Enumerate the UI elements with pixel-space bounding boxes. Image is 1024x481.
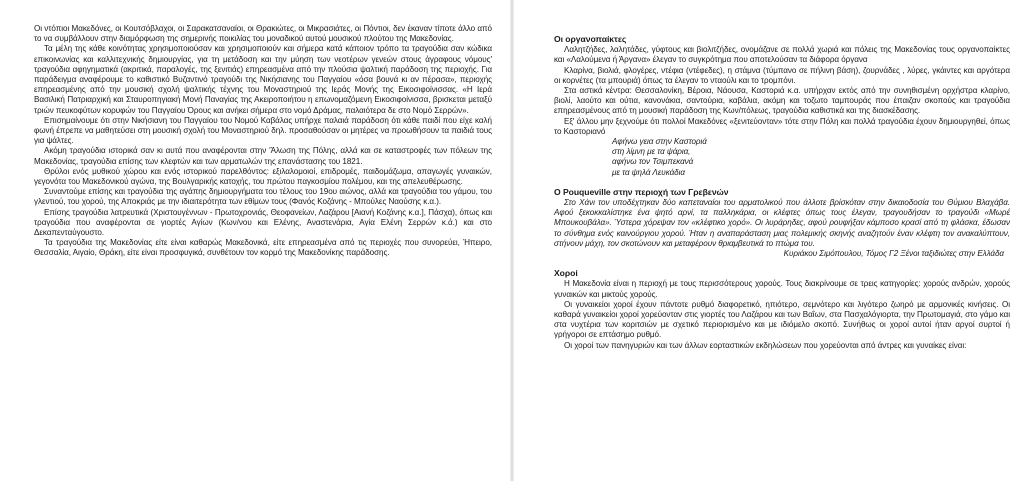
heading-musicians: Οι οργανοπαίκτες <box>554 34 627 44</box>
verse-line: με τα ψηλά Λευκάδια <box>612 167 685 177</box>
paragraph-religious-songs: Επίσης τραγούδια λατρευτικά (Χριστουγέννων - Πρωτοχρονιάς, Θεοφανείων, Λαζάρου [Αιανή Κοζάνης κ.α.], Πάσχα), όπως και τραγούδια που αναφέρονται σε γιορτές Αγίων (Κων/νου και Ελένης, Αναστενάρια, Αγία Ελένη Σερρών κ.ά.) και στο Δεκαπενταύγουστο. <box>34 207 492 238</box>
paragraph-festival-dances: Οι χοροί των πανηγυριών και των άλλων εορταστικών εκδηλώσεων που χορεύονται από άντρες και γυναίκες είναι: <box>564 340 967 350</box>
paragraph-urban-centers: Στα αστικά κέντρα: Θεσσαλονίκη, Βέροια, Νάουσα, Καστοριά κ.α. υπήρχαν εκτός από την συνηθισμένη ορχήστρα κλαρίνο, βιολί, λαούτο και ούτια, κανονάκια, σαντούρια, καβάλια, ακόμη και τοζωτο ταμπουράς που έπαιζαν σκοπούς και τραγούδια επηρεασμένους από τη μουσική παράδοση της Κων/πόλεως, τραγούδια καθιστικά και της διασκέδασης. <box>554 86 1010 116</box>
verse-line: στη λίμνη με τα ψάρια, <box>612 147 691 157</box>
paragraph-instruments: Κλαρίνα, βιολιά, φλογέρες, ντέφια (ντέφεδες), η στάμνα (τύμπανο σε πήλινη βάση), ζουρνάδες , λύρες, γκάιντες και αργότερα οι κορνέτες (τα μπουριά) όπως τα έλεγαν το νταούλι και το τρομπόνι. <box>554 65 1010 85</box>
paragraph-love-songs: Συναντούμε επίσης και τραγούδια της αγάπης δημιουργήματα του τέλους του 19ου αιώνος, αλλά και τραγούδια του γάμου, του γλεντιού, του χορού, της Αποκριάς με την ιδιαιτερότητα των εθίμων τους (Φανός Κοζάνης - Μπούλες Ναούσης κ.α.). <box>34 187 492 207</box>
heading-pouqueville: Ο Pouqueville στην περιοχή των Γρεβενών <box>554 186 729 197</box>
paragraph-origins: Οι ντόπιοι Μακεδόνες, οι Κουτσόβλαχοι, οι Σαρακατσαναίοι, οι Θρακιώτες, οι Μικρασιάτες, οι Πόντιοι, δεν έκαναν τίποτε άλλο από το να συμβάλλουν στην διαμόρφωση της σημερινής ποικιλίας του μοναδικού αυτού μουσικού πλούτου της Μακεδονίας. <box>34 24 492 44</box>
song-verse <box>554 137 1010 178</box>
verse-line: Αφήνω γεια στην Καστοριά <box>612 137 707 147</box>
paragraph-womens-dances: Οι γυναικείοι χοροί έχουν πάντοτε ρυθμό διαφορετικό, ηπιότερο, σεμνότερο και λιγότερο ζωηρό με αρμονικές κινήσεις. Οι καθαρά γυναικείοι χοροί χορεύονταν στις γιορτές του Λαζάρου και των Βαΐων, στα Πασχαλόγιορτα, την Πρωτομαγιά, στο γάμο και στα νυχτέρια των κοριτσιών με σχετικό περιορισμένο και με ιδιόμελο σκοπό. Συνήθως οι χοροί αυτοί ήταν αργοί συρτοί ή γρήγοροι σε επτάσημο ρυθμό. <box>554 299 1010 340</box>
verse-line: αφήνω τον Τσιμπεκανά <box>612 157 694 167</box>
paragraph-nikisiani: Επισημαίνουμε ότι στην Νικήσιανη του Παγγαίου του Νομού Καβάλας υπήρχε παλαιά παράδοση ότι κάθε παιδί που είχε καλή φωνή έπρεπε να μαθητεύσει στη μουσική σχολή του Μοναστηριού δηλ. προσαθούσαν οι μητέρες να προωθήσουν τα παιδιά τους για ψάλτες. <box>34 115 492 146</box>
paragraph-historical-songs: Ακόμη τραγούδια ιστορικά σαν κι αυτά που αναφέρονται στην 'Άλωση της Πόλης, αλλά και σε καταστροφές των πόλεων της Μακεδονίας, τραγούδια επίσης των κλεφτών και των αρματωλών της επανάστασης του 1821. <box>34 146 492 166</box>
paragraph-legends: Θρύλοι ενός μυθικού χώρου και ενός ιστορικού παρελθόντος: εξιλαλομοιοί, επιδρομές, παιδομάζωμα, απαγωγές γυναικών, γεγονότα του Μακεδονικού αγώνα, της Βουλγαρικής κατοχής, του πρώτου παγκοσμίου πολέμου, και της απελευθέρωσης. <box>34 166 492 187</box>
paragraph-dance-categories: Η Μακεδονία είναι η περιοχή με τους περισσότερους χορούς. Τους διακρίνουμε σε τρεις κατηγορίες: χορούς ανδρών, χορούς γυναικών και μικτούς χορούς. <box>554 279 1010 299</box>
heading-dances: Χοροί <box>554 268 578 279</box>
paragraph-musicians-names: Λαλητζήδες, λαλητάδες, γύφτους και βιολιτζήδες, ονομάζανε σε πολλά χωριά και πόλεις της Μακεδονίας τους οργανοπαίκτες και «Λαλούμενα ή Άργανα» έλεγαν το συγκρότημα που αποτελούσαν τα διάφορα όργανα <box>554 45 1010 65</box>
paragraph-pouqueville-story: Στο Χάνι τον υποδέχτηκαν δύο καπεταναίοι του αρματολικού που άλλοτε βρίσκόταν στην δικαιοδοσία του Θύμιου Βλαχάβα. Αφού ξεκοκκαλίστηκε ένα ψητό αρνί, τα παλληκάρια, οι κλέφτες όπως τους έλεγαν, τραγουδήσαν το τραγούδι «Μωρέ Μπουκουβάλα». Ύστερα χόρεψαν τον «κλέφτικο χορό». Οι λυράρηδες, αφού ρουφήξαν κάμποσο κρασί από τη φλάσκα, έδωσαν το σύνθημα ενός καινούργιου χορού. Ήταν η αναπαράσταση μιας πολεμικής σκηνής αναζητούν έναν κλέφτη τον ανακαλύπτουν, στήνουν μάχη, τον σκοτώνουν και μεταφέρουν θριαμβευτικά το πτώμα του. <box>554 198 1010 248</box>
paragraph-emigrants: Εξ' άλλου μην ξεχνούμε ότι πολλοί Μακεδόνες «ξενιτεύονταν» τότε στην Πόλη και πολλά τραγούδια έχουν δημιουργηθεί, όπως το Καστοριανό <box>554 116 1010 136</box>
paragraph-communities: Τα μέλη της κάθε κοινότητας χρησιμοποιούσαν και χρησιμοποιούν και σήμερα κατά κάποιον τρόπο τα τραγούδια σαν κώδικα επικοινωνίας και καλλιτεχνικής δημιουργίας, για τη μετάδοση και την μύηση των νεοτέρων γενεών στους άγραφους νόμους' τραγούδια αφηγηματικά (ακριτικά, παραλογές, της ξενιτιάς) επηρεασμένα από την πλούσια ψαλτική παράδοση της περιοχής. Για παράδειγμα αναφέρουμε το καθιστικό Βυζαντινό τραγούδι της Νικήσιανης του Παγγαίου «όσα βουνά κι αν πέρασα», περιοχής επηρεασμένης από την μουσική σχολή ψαλτικής τέχνης του Μοναστηριού της Ιεράς Μονής της Εικοσιφοίνισσας. «Η Ιερά Βασιλική Πατριαρχική και Σταυροπηγιακή Μονή Παναγίας της Ακειροποιήτου η επωνομαζόμενη Εικοσιφοίνισσα, βρισκεται μεταξύ τριών πευκοφύτων κορυφών του Παγγαίου Όρους και ανήκει σήμερα στο νομό Δράμας, παλαιότερα δε στο Νομό Σερρών». <box>34 44 492 115</box>
paragraph-conclusion: Τα τραγούδια της Μακεδονίας είτε είναι καθαρώς Μακεδονικά, είτε επηρεασμένα από τις περιοχές που συνορεύει, Ήπειρο, Θεσσαλία, Αιγαίο, Θράκη, είτε είναι προσφυγικά, συνθέτουν τον κορμό της Μακεδονίκης παράδοσης. <box>34 238 492 258</box>
source-citation: Κυριάκου Σιμόπουλου, Τόμος Γ2 Ξένοι ταξιδιώτες στην Ελλάδα <box>783 249 1004 259</box>
right-page <box>512 0 1024 481</box>
